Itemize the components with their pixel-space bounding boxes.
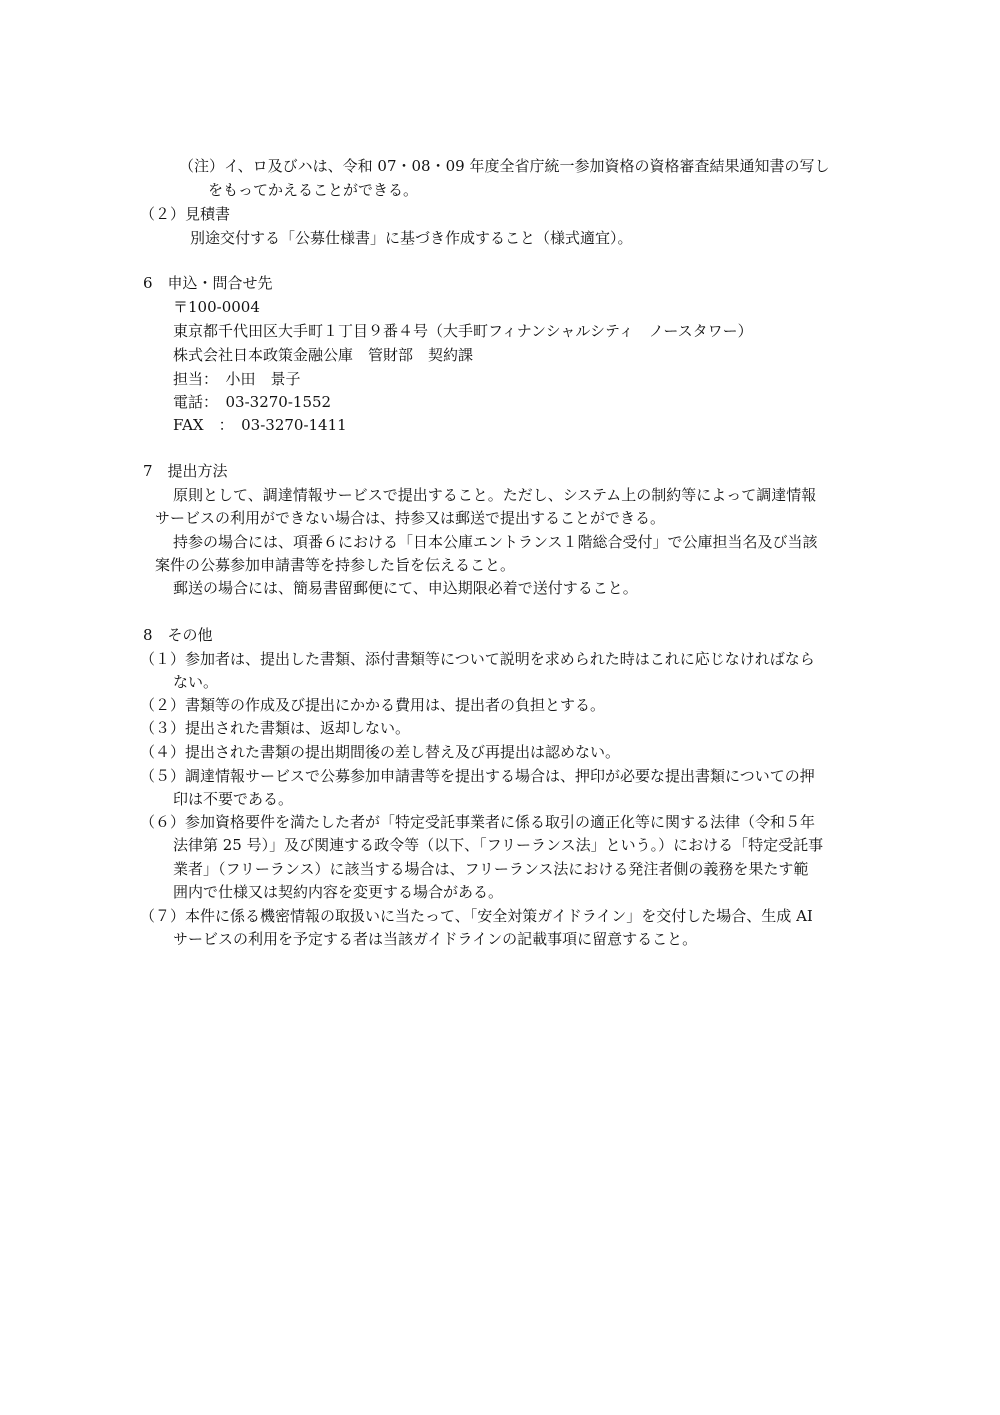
other-item-6-line-4: 囲内で仕様又は契約内容を変更する場合がある。	[173, 883, 504, 901]
note-line-2: をもってかえることができる。	[208, 181, 419, 199]
other-item-6-line-2: 法律第 25 号）」及び関連する政令等（以下、「フリーランス法」という。）における「特定受託事	[173, 836, 824, 854]
submission-p1-line-1: 原則として、調達情報サービスで提出すること。ただし、システム上の制約等によって調達情報	[173, 486, 817, 504]
contact-org: 株式会社日本政策金融公庫 管財部 契約課	[173, 346, 474, 364]
other-item-6-line-1: （６）参加資格要件を満たした者が「特定受託事業者に係る取引の適正化等に関する法律（令和５年	[140, 813, 816, 831]
other-item-5-line-1: （５）調達情報サービスで公募参加申請書等を提出する場合は、押印が必要な提出書類についての押	[140, 767, 815, 785]
other-item-7-line-1: （７）本件に係る機密情報の取扱いに当たって、「安全対策ガイドライン」を交付した場合、生成 AI	[140, 907, 813, 925]
other-item-1-line-1: （１）参加者は、提出した書類、添付書類等について説明を求められた時はこれに応じなければなら	[140, 650, 815, 668]
other-item-1-line-2: ない。	[173, 673, 219, 691]
other-heading: 8 その他	[143, 626, 213, 644]
other-item-2: （２）書類等の作成及び提出にかかる費用は、提出者の負担とする。	[140, 696, 606, 714]
contact-person: 担当： 小田 景子	[173, 370, 301, 388]
submission-p2-line-2: 案件の公募参加申請書等を持参した旨を伝えること。	[155, 556, 516, 574]
submission-p1-line-2: サービスの利用ができない場合は、持参又は郵送で提出することができる。	[155, 509, 666, 527]
estimate-heading: （２）見積書	[140, 205, 231, 223]
estimate-body: 別途交付する「公募仕様書」に基づき作成すること（様式適宜）。	[190, 229, 633, 247]
contact-address: 東京都千代田区大手町１丁目９番４号（大手町フィナンシャルシティ ノースタワー）	[173, 322, 753, 340]
other-item-3: （３）提出された書類は、返却しない。	[140, 719, 411, 737]
contact-heading: 6 申込・問合せ先	[143, 274, 273, 292]
other-item-7-line-2: サービスの利用を予定する者は当該ガイドラインの記載事項に留意すること。	[173, 930, 698, 948]
submission-p2-line-1: 持参の場合には、項番６における「日本公庫エントランス１階総合受付」で公庫担当名及び当該	[173, 533, 818, 551]
other-item-4: （４）提出された書類の提出期間後の差し替え及び再提出は認めない。	[140, 743, 621, 761]
contact-tel: 電話： 03-3270-1552	[173, 393, 332, 411]
contact-postal: 〒100-0004	[173, 298, 260, 316]
contact-fax: FAX ： 03-3270-1411	[173, 416, 347, 434]
note-line-1: （注）イ、ロ及びハは、令和 07・08・09 年度全省庁統一参加資格の資格審査結果通知書の写し	[179, 157, 830, 175]
submission-p3: 郵送の場合には、簡易書留郵便にて、申込期限必着で送付すること。	[173, 579, 638, 597]
other-item-5-line-2: 印は不要である。	[173, 790, 294, 808]
other-item-6-line-3: 業者」（フリーランス）に該当する場合は、フリーランス法における発注者側の義務を果たす範	[173, 860, 809, 878]
submission-heading: 7 提出方法	[143, 462, 228, 480]
